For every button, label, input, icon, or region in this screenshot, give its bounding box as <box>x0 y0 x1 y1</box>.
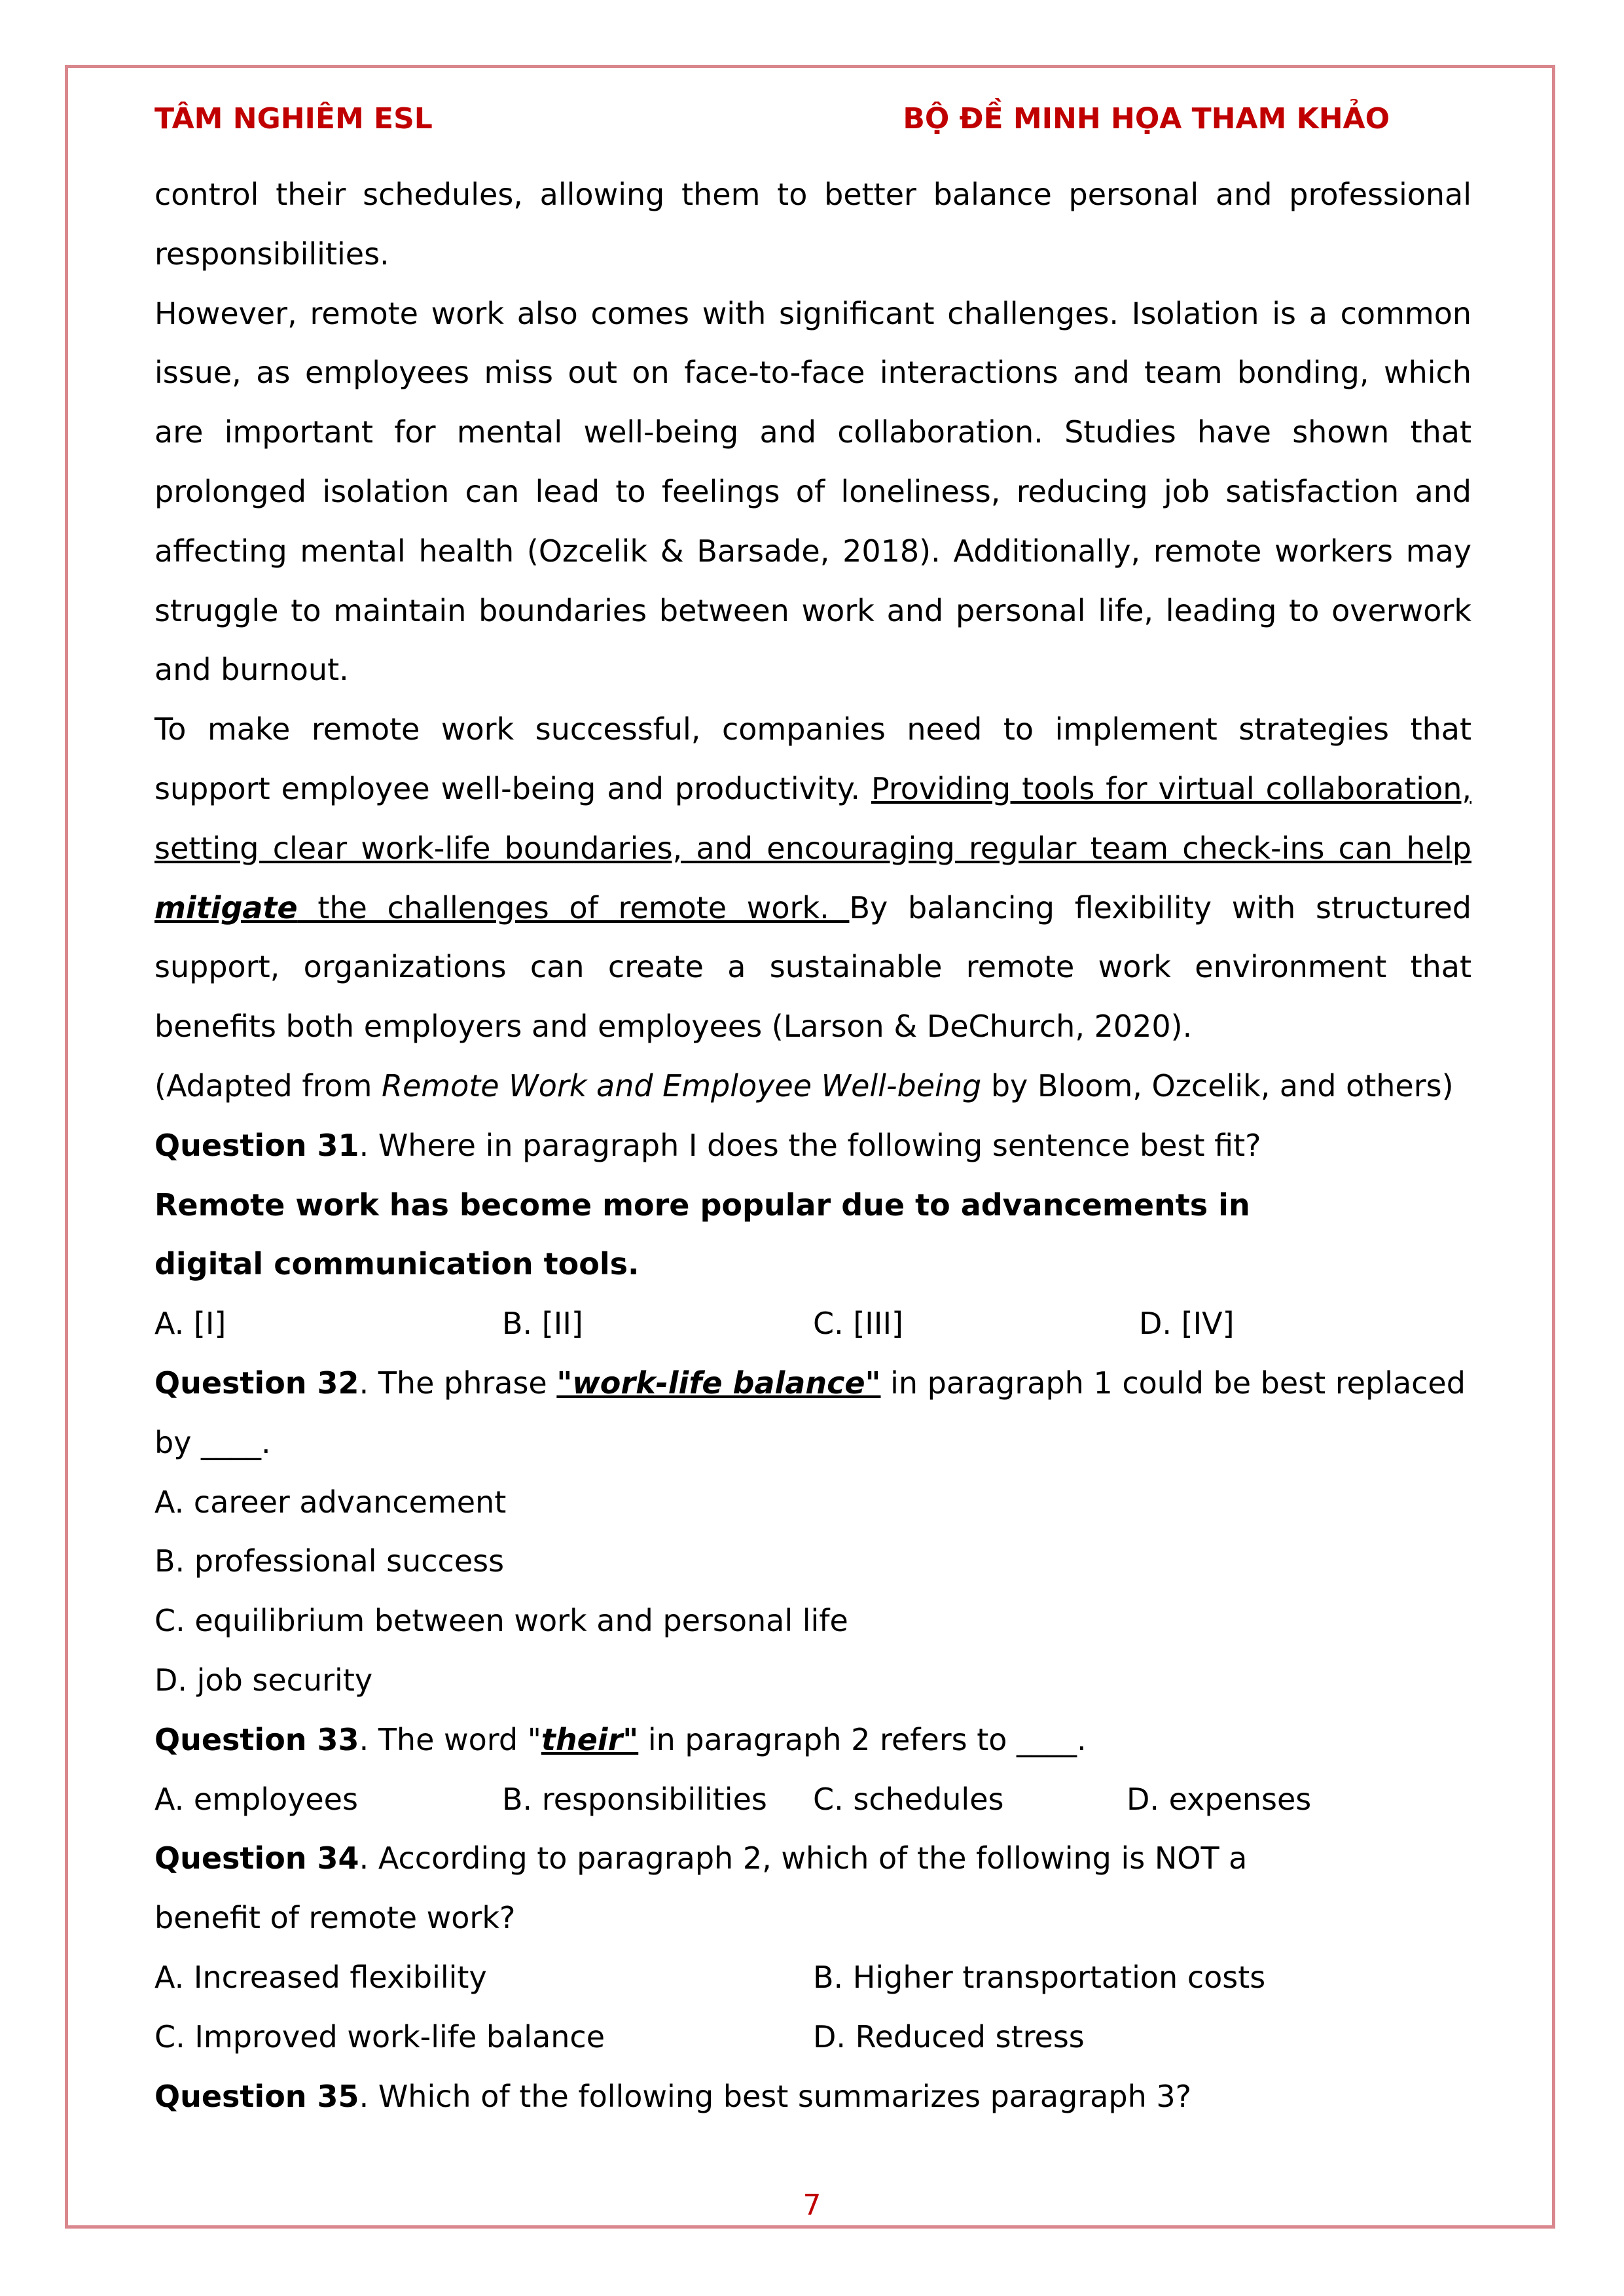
source-title: Remote Work and Employee Well-being <box>382 1067 982 1103</box>
question-33-stem <box>154 1710 1471 1770</box>
option-b[interactable]: B. Higher transportation costs <box>813 1959 1266 1995</box>
question-32-stem <box>154 1354 1471 1473</box>
paragraph-3-end: By balancing flexibility with structured support, organizations can create a sustainable remote work environment that benefits both employers and employees (Larson & DeChurch, 2020). <box>154 889 1471 1045</box>
option-a[interactable]: A. employees <box>154 1781 358 1817</box>
page-number: 7 <box>803 2189 821 2222</box>
underlined-sentence-part-1: Providing tools for virtual collaboration, setting clear work-life boundaries, and encouraging regular team check-ins can help <box>154 770 1471 866</box>
question-33-text-b: in paragraph 2 refers to ____. <box>638 1721 1087 1757</box>
keyword-mitigate: mitigate <box>154 889 298 925</box>
source-citation <box>154 1056 1471 1116</box>
phrase-work-life-balance: "work-life balance" <box>556 1365 881 1401</box>
question-31-sentence: Remote work has become more popular due to advancements in digital communication tools. <box>154 1187 1250 1282</box>
question-35-text: . Which of the following best summarizes paragraph 3? <box>359 2078 1192 2114</box>
question-31-options <box>154 1294 1471 1354</box>
passage-paragraph-2: However, remote work also comes with significant challenges. Isolation is a common issue, as employees miss out on face-to-face interactions and team bonding, which are important for mental well-being and collaboration. Studies have shown that prolonged isolation can lead to feelings of loneliness, reducing job satisfaction and affecting mental health (Ozcelik & Barsade, 2018). Additionally, remote workers may struggle to maintain boundaries between work and personal life, leading to overwork and burnout. <box>154 295 1471 688</box>
question-31-stem <box>154 1116 1471 1175</box>
question-32-option-c[interactable]: C. equilibrium between work and personal life <box>154 1603 848 1639</box>
question-32-text-a: . The phrase <box>359 1365 557 1401</box>
question-32-text-b: in paragraph 1 could be best replaced by ____. <box>154 1365 1466 1460</box>
question-32-option-b[interactable]: B. professional success <box>154 1543 505 1579</box>
question-31-text: . Where in paragraph I does the following sentence best fit? <box>359 1127 1261 1163</box>
option-a[interactable]: A. Increased flexibility <box>154 1959 487 1995</box>
header-left: TÂM NGHIÊM ESL <box>154 102 433 135</box>
source-prefix: (Adapted from <box>154 1067 382 1103</box>
option-a[interactable]: A. [I] <box>154 1306 226 1342</box>
option-b[interactable]: B. responsibilities <box>502 1781 767 1817</box>
option-b[interactable]: B. [II] <box>502 1306 583 1342</box>
underlined-sentence-part-2: the challenges of remote work. <box>297 889 850 925</box>
passage-paragraph-3 <box>154 700 1471 1056</box>
question-32-label: Question 32 <box>154 1365 359 1401</box>
question-34-options-row-2 <box>154 2007 1471 2067</box>
question-34-stem <box>154 1829 1471 1948</box>
source-suffix: by Bloom, Ozcelik, and others) <box>981 1067 1454 1103</box>
question-32-option-d[interactable]: D. job security <box>154 1662 373 1698</box>
option-d[interactable]: D. expenses <box>1127 1781 1312 1817</box>
question-34-options-row-1 <box>154 1948 1471 2007</box>
question-31-label: Question 31 <box>154 1127 359 1163</box>
question-33-text-a: . The word " <box>359 1721 541 1757</box>
question-32-option-a[interactable]: A. career advancement <box>154 1484 507 1520</box>
passage-paragraph-1-end: control their schedules, allowing them to better balance personal and professional responsibilities. <box>154 177 1471 272</box>
question-35-stem <box>154 2067 1471 2126</box>
question-34-text: . According to paragraph 2, which of the following is NOT a benefit of remote work? <box>154 1840 1248 1936</box>
word-their: their" <box>541 1721 639 1757</box>
paragraph-3-start: To make remote work successful, companies need to implement strategies that support employee well-being and productivity. <box>154 711 1471 806</box>
header-right: BỘ ĐỀ MINH HỌA THAM KHẢO <box>903 102 1390 135</box>
page-content <box>154 165 1471 2126</box>
option-c[interactable]: C. Improved work-life balance <box>154 2018 605 2054</box>
question-35-label: Question 35 <box>154 2078 359 2114</box>
option-c[interactable]: C. schedules <box>813 1781 1004 1817</box>
option-d[interactable]: D. [IV] <box>1139 1306 1235 1342</box>
question-33-options <box>154 1770 1471 1829</box>
question-33-label: Question 33 <box>154 1721 359 1757</box>
option-d[interactable]: D. Reduced stress <box>813 2018 1085 2054</box>
option-c[interactable]: C. [III] <box>813 1306 903 1342</box>
question-34-label: Question 34 <box>154 1840 359 1876</box>
